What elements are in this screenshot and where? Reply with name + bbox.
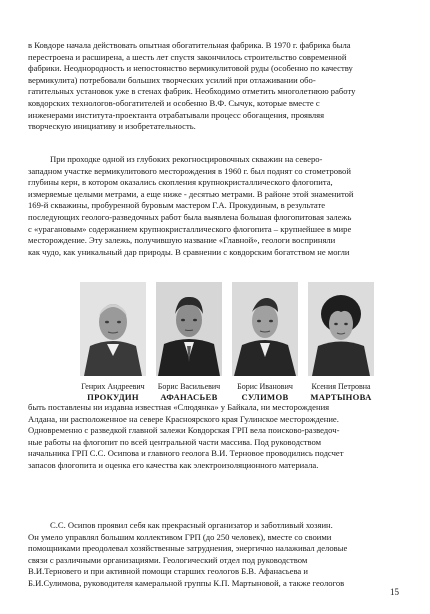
- person-surname: ПРОКУДИН: [87, 392, 139, 402]
- text-line: Алдана, ни расположенное на севере Красноярского края Гулинское месторождение.: [28, 413, 339, 424]
- text-line: как чудо, как уникальный дар природы. В сравнении с ковдорским богатством не могли: [28, 246, 350, 257]
- person-name: Борис Иванович: [237, 382, 293, 391]
- portrait-caption: [293, 382, 389, 402]
- text-line: Б.И.Сулимова, руководителя камеральной группы К.П. Мартыновой, а также геологов: [28, 577, 345, 588]
- text-line: связи с различными организациями. Геологический отдел под руководством: [28, 554, 308, 565]
- person-surname: СУЛИМОВ: [241, 392, 289, 402]
- text-line: западном участке вермикулитового месторождения в 1960 г. был поднят со стометровой: [28, 165, 351, 176]
- text-line: При проходке одной из глубоких рекогносцировочных скважин на северо-: [50, 154, 323, 164]
- text-line: измеряемые целыми метрами, а еще ниже - десятью метрами. В районе этой знаменитой: [28, 188, 354, 199]
- text-line: последующих геолого-разведочных работ была выявлена большая флогопитовая залежь: [28, 211, 352, 222]
- text-line: месторождение. Эту залежь, получившую название «Главной», геологи восприняли: [28, 235, 336, 246]
- text-line: фабрики. Неоднородность и непостоянство вермикулитовой руды (особенно по качеству: [28, 63, 353, 74]
- text-line: ковдорских технологов-обогатителей и особенно В.Ф. Сычук, которые вместе с: [28, 97, 320, 108]
- text-line: гатительных установок уже в стенах фабрик. Необходимо отметить многолетнюю работу: [28, 86, 356, 97]
- text-line: инженерами института-проектанта отрабатывали процесс обогащения, проявляя: [28, 109, 325, 120]
- text-line: перестроена и расширена, а шесть лет спустя закончилось строительство современной: [28, 51, 347, 62]
- person-surname: МАРТЫНОВА: [310, 392, 372, 402]
- portrait-photo: [308, 282, 374, 376]
- text-line: с «урагановым» содержанием крупнокристаллического флогопита – крупнейшее в мире: [28, 223, 352, 234]
- portrait-photo: [232, 282, 298, 376]
- portrait-photo: [80, 282, 146, 376]
- person-name: Ксения Петровна: [311, 382, 371, 391]
- text-line: помощниками преодолевал хозяйственные затруднения, энергично налаживал деловые: [28, 543, 348, 554]
- text-line: в Ковдоре начала действовать опытная обогатительная фабрика. В 1970 г. фабрика была: [28, 40, 351, 50]
- page-number: 15: [390, 587, 399, 597]
- paragraph-skvazhina: [28, 154, 404, 258]
- paragraph-osipov: [28, 520, 404, 590]
- text-line: С.С. Осипов проявил себя как прекрасный организатор и заботливый хозяин.: [50, 520, 333, 530]
- text-line: запасов флогопита и оценка его качества как электроизоляционного материала.: [28, 459, 319, 470]
- person-name: Борис Васильевич: [157, 382, 221, 391]
- text-line: начальника ГРП С.С. Осипова и главного геолога В.И. Терновое проводились подсчет: [28, 448, 344, 459]
- portrait-gallery: [68, 282, 378, 402]
- paragraph-mestorozhdeniya: [28, 402, 404, 472]
- text-line: Он умело управлял большим коллективом ГРП (до 250 человек), вместе со своими: [28, 531, 332, 542]
- text-line: ные работы на флогопит по всей центральной части массива. Под руководством: [28, 436, 322, 447]
- person-surname: АФАНАСЬЕВ: [160, 392, 218, 402]
- person-name: Генрих Андреевич: [81, 382, 145, 391]
- portrait-photo: [156, 282, 222, 376]
- paragraph-fabrika: [28, 40, 404, 133]
- text-line: 169-й скважины, пробуренной буровым мастером Г.А. Прокудиным, в результате: [28, 200, 326, 211]
- text-line: Одновременно с разведкой главной залежи Ковдорская ГРП вела поисково-разведоч-: [28, 425, 340, 436]
- text-line: глубины керн, в котором оказались скопления крупнокристаллического флогопита,: [28, 177, 333, 188]
- text-line: творческую инициативу и изобретательность.: [28, 121, 196, 132]
- text-line: вермикулита) потребовали больших творческих усилий при отлаживании обо-: [28, 74, 316, 85]
- text-line: В.И.Терновего и при активной помощи старших геологов Б.В. Афанасьева и: [28, 566, 308, 577]
- text-line: быть поставлены ни издавна известная «Слюдянка» у Байкала, ни месторождения: [28, 402, 330, 412]
